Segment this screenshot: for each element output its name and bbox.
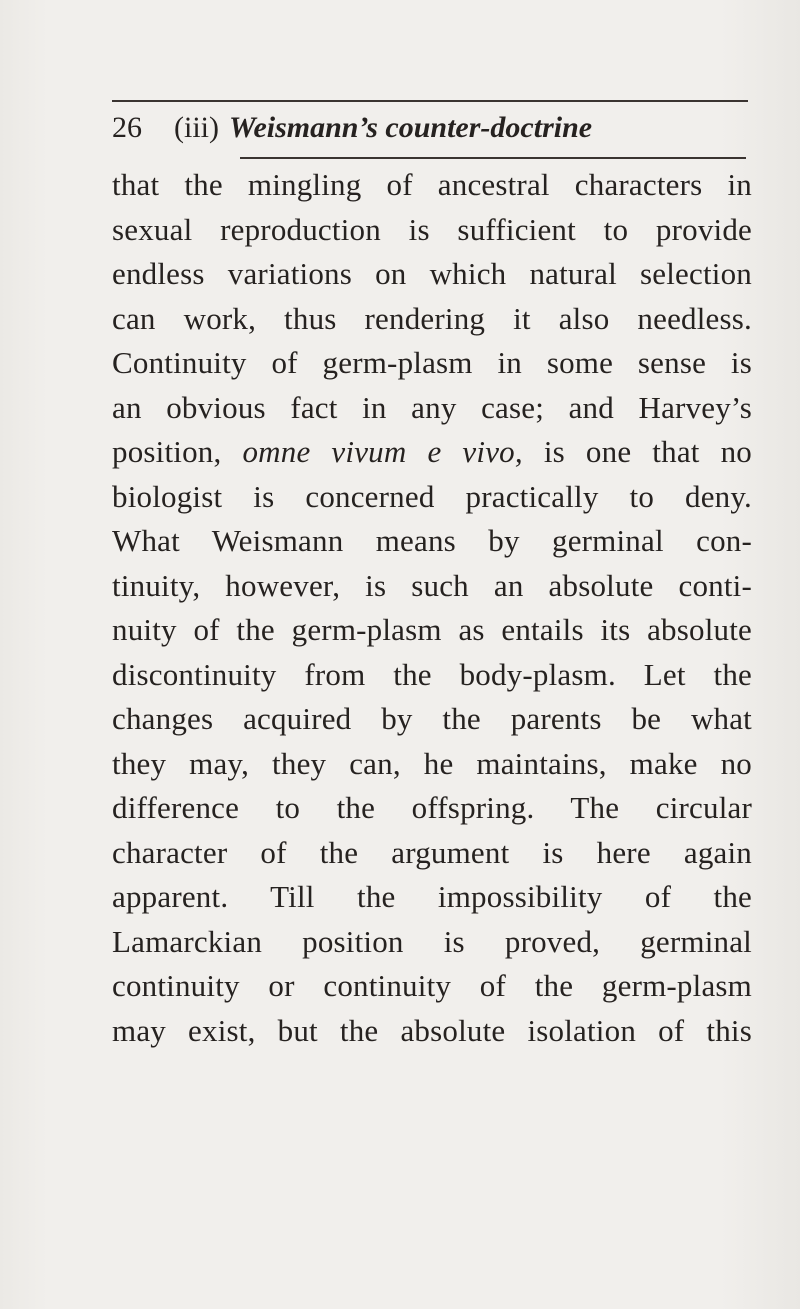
text-line-tail: is one that no — [522, 434, 753, 469]
text-line: changes acquired by the parents be what — [112, 701, 752, 736]
text-line: continuity or continuity of the germ-plasm — [112, 968, 752, 1003]
running-head — [112, 108, 592, 148]
text-line — [112, 430, 752, 475]
latin-phrase: omne vivum e vivo, — [242, 434, 523, 469]
text-line: biologist is concerned practically to deny. — [112, 478, 752, 514]
text-line: may exist, but the absolute isolation of this — [112, 1012, 752, 1048]
header-rule-bottom — [240, 157, 746, 159]
text-line: difference to the offspring. The circular — [112, 790, 752, 825]
text-line: an obvious fact in any case; and Harvey’s — [112, 389, 752, 425]
text-line: apparent. Till the impossibility of the — [112, 879, 752, 914]
header-rule-top — [112, 100, 748, 102]
body-text — [112, 163, 752, 1053]
text-line: endless variations on which natural selection — [112, 256, 752, 291]
text-line: nuity of the germ-plasm as entails its absolute — [112, 612, 752, 647]
text-line: sexual reproduction is sufficient to provide — [112, 211, 752, 247]
page-number: 26 — [112, 111, 142, 144]
text-line: character of the argument is here again — [112, 834, 752, 870]
text-line: can work, thus rendering it also needless. — [112, 300, 752, 336]
text-line: they may, they can, he maintains, make no — [112, 745, 752, 781]
text-line: Lamarckian position is proved, germinal — [112, 923, 752, 959]
section-number: (iii) — [174, 111, 219, 144]
section-title: Weismann’s counter-doctrine — [229, 111, 593, 144]
text-line: Continuity of germ-plasm in some sense is — [112, 345, 752, 380]
text-line: that the mingling of ancestral characters in — [112, 167, 752, 202]
text-line: What Weismann means by germinal con- — [112, 523, 752, 558]
text-line: tinuity, however, is such an absolute conti- — [112, 567, 752, 603]
text-line-lead: position, — [112, 434, 243, 469]
text-line: discontinuity from the body-plasm. Let the — [112, 656, 752, 692]
